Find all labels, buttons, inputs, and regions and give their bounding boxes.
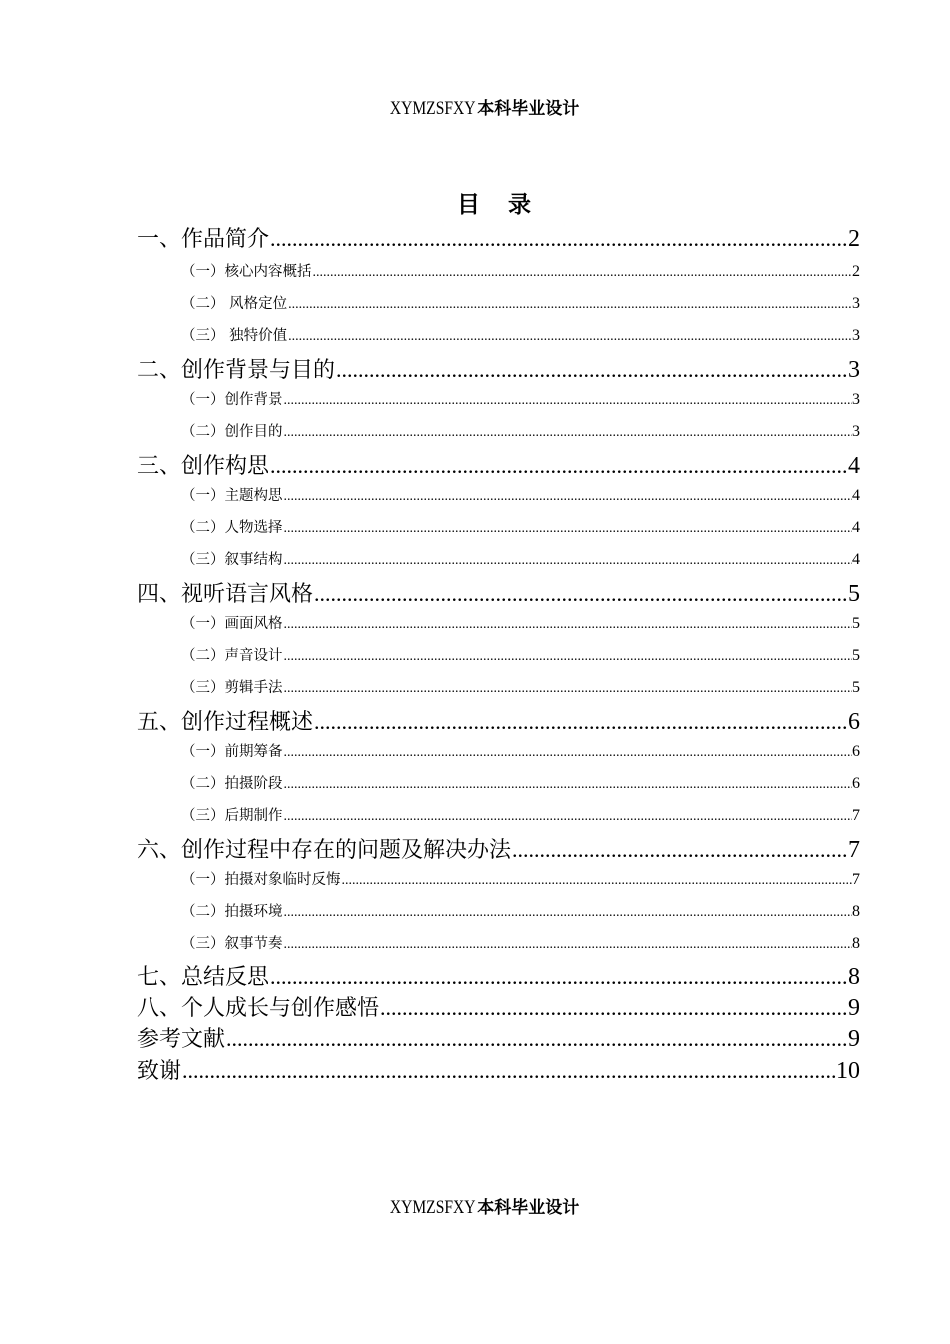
toc-entry-label: 四、视听语言风格 bbox=[137, 580, 314, 609]
toc-entry-label: 一、作品简介 bbox=[137, 225, 270, 254]
footer-doc-type: 本科毕业设计 bbox=[477, 1198, 580, 1218]
toc-entry-label: （三）后期制作 bbox=[181, 805, 284, 827]
toc-entry-page-number: 2 bbox=[852, 263, 860, 280]
toc-chapter-entry[interactable] bbox=[137, 962, 860, 992]
toc-entry-page-number: 7 bbox=[852, 871, 860, 888]
toc-dot-leader bbox=[313, 262, 853, 283]
footer-school-code: XYMZSFXY bbox=[389, 1197, 476, 1218]
toc-entry-page-number: 6 bbox=[848, 709, 860, 735]
toc-dot-leader bbox=[270, 451, 848, 481]
toc-entry-label: （二）声音设计 bbox=[181, 645, 284, 667]
toc-dot-leader bbox=[284, 390, 853, 411]
toc-entry-label: （一）核心内容概括 bbox=[181, 261, 313, 283]
toc-entry-label: 七、总结反思 bbox=[137, 963, 270, 992]
toc-entry-page-number: 3 bbox=[852, 295, 860, 312]
toc-dot-leader bbox=[284, 934, 853, 955]
toc-entry-page-number: 4 bbox=[848, 453, 860, 479]
toc-entry-page-number: 5 bbox=[848, 581, 860, 607]
toc-entry-label: （一）画面风格 bbox=[181, 613, 284, 635]
toc-entry-label: 六、创作过程中存在的问题及解决办法 bbox=[137, 836, 512, 865]
toc-chapter-entry[interactable] bbox=[137, 707, 860, 737]
toc-dot-leader bbox=[182, 1056, 836, 1086]
toc-dot-leader bbox=[288, 326, 852, 347]
toc-section-entry[interactable] bbox=[137, 485, 860, 507]
toc-chapter-entry[interactable] bbox=[137, 355, 860, 385]
toc-entry-label: 八、个人成长与创作感悟 bbox=[137, 994, 380, 1023]
page-header bbox=[0, 97, 950, 121]
toc-dot-leader bbox=[284, 806, 853, 827]
toc-chapter-entry[interactable] bbox=[137, 579, 860, 609]
toc-section-entry[interactable] bbox=[137, 613, 860, 635]
toc-entry-page-number: 10 bbox=[836, 1058, 860, 1084]
toc-entry-label: （三） 独特价值 bbox=[181, 325, 288, 347]
toc-entry-label: （一）拍摄对象临时反悔 bbox=[181, 869, 342, 891]
toc-dot-leader bbox=[342, 870, 853, 891]
toc-dot-leader bbox=[314, 579, 848, 609]
header-doc-type: 本科毕业设计 bbox=[477, 99, 580, 119]
toc-entry-label: （一）主题构思 bbox=[181, 485, 284, 507]
toc-dot-leader bbox=[314, 707, 848, 737]
toc-entry-page-number: 6 bbox=[852, 743, 860, 760]
page-footer bbox=[0, 1196, 950, 1220]
toc-section-entry[interactable] bbox=[137, 261, 860, 283]
toc-entry-label: （二）拍摄环境 bbox=[181, 901, 284, 923]
toc-entry-page-number: 5 bbox=[852, 647, 860, 664]
toc-entry-page-number: 3 bbox=[852, 327, 860, 344]
toc-chapter-entry[interactable] bbox=[137, 835, 860, 865]
toc-section-entry[interactable] bbox=[137, 549, 860, 571]
toc-dot-leader bbox=[512, 835, 848, 865]
toc-entry-page-number: 3 bbox=[848, 357, 860, 383]
toc-dot-leader bbox=[284, 742, 853, 763]
toc-section-entry[interactable] bbox=[137, 773, 860, 795]
toc-entry-label: 二、创作背景与目的 bbox=[137, 356, 336, 385]
toc-entry-label: 三、创作构思 bbox=[137, 452, 270, 481]
toc-entry-label: （三）叙事节奏 bbox=[181, 933, 284, 955]
toc-entry-label: （二）人物选择 bbox=[181, 517, 284, 539]
toc-entry-page-number: 5 bbox=[852, 679, 860, 696]
toc-entry-label: 五、创作过程概述 bbox=[137, 708, 314, 737]
toc-dot-leader bbox=[284, 518, 853, 539]
toc-section-entry[interactable] bbox=[137, 805, 860, 827]
toc-entry-page-number: 3 bbox=[852, 423, 860, 440]
toc-entry-page-number: 3 bbox=[852, 391, 860, 408]
toc-dot-leader bbox=[284, 550, 853, 571]
toc-entry-page-number: 7 bbox=[852, 807, 860, 824]
toc-entry-page-number: 4 bbox=[852, 551, 860, 568]
toc-entry-label: （一）创作背景 bbox=[181, 389, 284, 411]
toc-dot-leader bbox=[284, 486, 853, 507]
toc-dot-leader bbox=[284, 422, 853, 443]
toc-entry-page-number: 7 bbox=[848, 837, 860, 863]
toc-entry-page-number: 8 bbox=[848, 964, 860, 990]
toc-entry-label: （二）拍摄阶段 bbox=[181, 773, 284, 795]
toc-entry-page-number: 9 bbox=[848, 995, 860, 1021]
toc-dot-leader bbox=[284, 614, 853, 635]
toc-section-entry[interactable] bbox=[137, 325, 860, 347]
toc-section-entry[interactable] bbox=[137, 677, 860, 699]
toc-entry-page-number: 6 bbox=[852, 775, 860, 792]
toc-section-entry[interactable] bbox=[137, 421, 860, 443]
toc-dot-leader bbox=[284, 646, 853, 667]
toc-dot-leader bbox=[270, 224, 848, 254]
toc-chapter-entry[interactable] bbox=[137, 1024, 860, 1054]
toc-section-entry[interactable] bbox=[137, 293, 860, 315]
toc-entry-label: （二）创作目的 bbox=[181, 421, 284, 443]
toc-entry-label: （二） 风格定位 bbox=[181, 293, 288, 315]
toc-entry-page-number: 8 bbox=[852, 935, 860, 952]
toc-entry-label: （三）剪辑手法 bbox=[181, 677, 284, 699]
toc-section-entry[interactable] bbox=[137, 517, 860, 539]
toc-section-entry[interactable] bbox=[137, 869, 860, 891]
toc-dot-leader bbox=[380, 993, 848, 1023]
toc-entry-page-number: 4 bbox=[852, 487, 860, 504]
toc-title: 目 录 bbox=[456, 192, 541, 218]
toc-dot-leader bbox=[284, 678, 853, 699]
toc-entry-label: （三）叙事结构 bbox=[181, 549, 284, 571]
toc-entry-label: （一）前期筹备 bbox=[181, 741, 284, 763]
toc-chapter-entry[interactable] bbox=[137, 1056, 860, 1086]
toc-entry-label: 参考文献 bbox=[137, 1025, 226, 1054]
toc-dot-leader bbox=[336, 355, 848, 385]
toc-chapter-entry[interactable] bbox=[137, 451, 860, 481]
toc-entry-page-number: 9 bbox=[848, 1026, 860, 1052]
toc-entry-page-number: 2 bbox=[848, 226, 860, 252]
toc-dot-leader bbox=[270, 962, 848, 992]
toc-entry-label: 致谢 bbox=[137, 1057, 182, 1086]
toc-dot-leader bbox=[284, 774, 853, 795]
toc-dot-leader bbox=[226, 1024, 848, 1054]
toc-chapter-entry[interactable] bbox=[137, 993, 860, 1023]
toc-section-entry[interactable] bbox=[137, 645, 860, 667]
toc-entry-page-number: 8 bbox=[852, 903, 860, 920]
toc-chapter-entry[interactable] bbox=[137, 224, 860, 254]
toc-section-entry[interactable] bbox=[137, 933, 860, 955]
toc-section-entry[interactable] bbox=[137, 901, 860, 923]
header-school-code: XYMZSFXY bbox=[389, 98, 476, 119]
toc-entry-page-number: 4 bbox=[852, 519, 860, 536]
toc-dot-leader bbox=[288, 294, 852, 315]
toc-section-entry[interactable] bbox=[137, 741, 860, 763]
toc-dot-leader bbox=[284, 902, 853, 923]
toc-section-entry[interactable] bbox=[137, 389, 860, 411]
toc-entry-page-number: 5 bbox=[852, 615, 860, 632]
